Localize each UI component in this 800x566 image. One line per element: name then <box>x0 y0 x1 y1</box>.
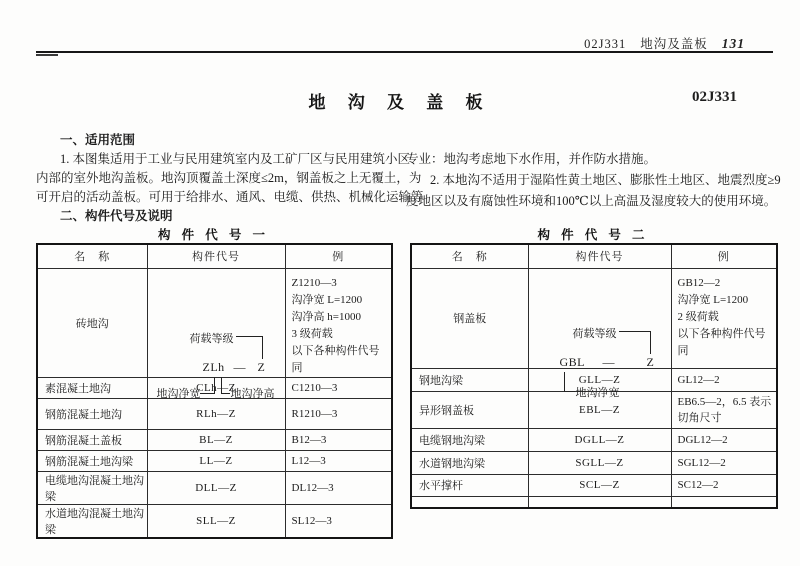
example-cell: GL12—2 <box>671 368 777 391</box>
example-line: 沟净宽 L=1200 <box>291 293 363 306</box>
connector-line <box>200 377 215 394</box>
paragraph-line: 1. 本图集适用于工业与民用建筑室内及工矿厂区与民用建筑小区 <box>60 152 411 166</box>
component-code-cell: DLL—Z <box>147 471 285 504</box>
example-line: GB12—2 <box>677 276 721 289</box>
paragraph-line: 专业：地沟考虑地下水作用，并作防水措施。 <box>406 152 657 166</box>
header-rule-artifact <box>36 54 58 56</box>
component-name-cell: 钢筋混凝土地沟梁 <box>37 450 147 471</box>
example-cell: DL12—3 <box>285 471 392 504</box>
header-cell-name: 名 称 <box>411 244 528 268</box>
section-heading-codes: 二、构件代号及说明 <box>60 209 173 223</box>
connector-line <box>236 336 263 359</box>
example-cell: SC12—2 <box>671 474 777 496</box>
header-cell-code: 构件代号 <box>147 244 285 268</box>
table-row <box>411 451 777 474</box>
paragraph-line: 度地区以及有腐蚀性环境和100℃以上高温及湿度较大的使用环境。 <box>406 194 777 208</box>
trench-width-label: 地沟净宽 <box>156 387 201 400</box>
component-code-cell: SLL—Z <box>147 504 285 538</box>
table-row <box>37 377 392 398</box>
component-name-cell: 水道钢地沟梁 <box>411 451 528 474</box>
right-text-column <box>406 149 781 212</box>
connector-line <box>564 372 575 392</box>
example-cell: SGL12—2 <box>671 451 777 474</box>
table-row-empty <box>411 496 777 508</box>
page-title-code: 02J331 <box>692 89 737 105</box>
table2-title: 构 件 代 号 二 <box>537 228 649 242</box>
table-header-row <box>411 244 777 268</box>
paragraph-line: 2. 本地沟不适用于湿陷性黄土地区、膨胀性土地区、地震烈度≥9 <box>430 173 781 187</box>
left-text-column <box>36 131 424 226</box>
trench-height-label: 地沟净高 <box>230 387 275 400</box>
component-code-cell: GLL—Z <box>528 368 671 391</box>
component-code-cell: SCL—Z <box>528 474 671 496</box>
example-line: Z1210—3 <box>291 276 337 289</box>
example-cell: B12—3 <box>285 429 392 450</box>
code-dash: — <box>602 355 615 369</box>
component-name-cell: 异形钢盖板 <box>411 391 528 428</box>
running-header-code: 02J331 <box>584 37 627 51</box>
component-code-cell <box>528 496 671 508</box>
table-row-diagram <box>37 268 392 377</box>
example-line: 以下各种构件代号同 <box>291 344 380 374</box>
code-grade: Z <box>257 359 266 374</box>
example-cell: DGL12—2 <box>671 428 777 451</box>
example-cell: SL12—3 <box>285 504 392 538</box>
page-number: 131 <box>721 36 745 51</box>
component-code-cell: SGLL—Z <box>528 451 671 474</box>
connector-line <box>619 331 651 354</box>
table-row <box>411 428 777 451</box>
table-row <box>37 471 392 504</box>
component-name-cell: 水平撑杆 <box>411 474 528 496</box>
component-code-cell: DGLL—Z <box>528 428 671 451</box>
trench-width-label: 地沟净宽 <box>575 387 620 399</box>
example-cell <box>671 496 777 508</box>
component-name-cell: 电缆地沟混凝土地沟梁 <box>37 471 147 504</box>
example-cell: R1210—3 <box>285 398 392 429</box>
example-cell: EB6.5—2，6.5 表示切角尺寸 <box>671 391 777 428</box>
header-cell-example: 例 <box>671 244 777 268</box>
component-code-cell: EBL—Z <box>528 391 671 428</box>
code-prefix: GBL <box>559 355 585 369</box>
paragraph-line: 内部的室外地沟盖板。地沟顶覆盖土深度≤2m，钢盖板之上无覆土，为 <box>36 171 422 185</box>
code-grade: Z <box>646 355 655 369</box>
example-cell: C1210—3 <box>285 377 392 398</box>
header-rule <box>36 51 773 53</box>
component-code-table-1 <box>36 243 393 539</box>
table-row <box>37 450 392 471</box>
component-name-cell: 水道地沟混凝土地沟梁 <box>37 504 147 538</box>
section-heading-scope: 一、适用范围 <box>60 133 136 147</box>
header-cell-code: 构件代号 <box>528 244 671 268</box>
table-row <box>37 504 392 538</box>
component-name-cell <box>411 496 528 508</box>
code-prefix: ZLh <box>202 359 225 374</box>
component-name-cell: 钢筋混凝土地沟 <box>37 398 147 429</box>
component-name-cell: 砖地沟 <box>37 268 147 377</box>
table-row <box>37 398 392 429</box>
running-header-title: 地沟及盖板 <box>640 37 708 51</box>
header-cell-name: 名 称 <box>37 244 147 268</box>
table-row <box>411 474 777 496</box>
example-cell <box>285 268 392 377</box>
example-line: 沟净高 h=1000 <box>291 310 361 323</box>
component-code-cell: CLh—Z <box>147 377 285 398</box>
component-name-cell: 电缆钢地沟梁 <box>411 428 528 451</box>
example-cell: L12—3 <box>285 450 392 471</box>
component-code-cell: RLh—Z <box>147 398 285 429</box>
connector-line <box>221 377 230 394</box>
example-line: 沟净宽 L=1200 <box>677 293 749 306</box>
header-cell-example: 例 <box>285 244 392 268</box>
component-name-cell: 钢地沟梁 <box>411 368 528 391</box>
running-header <box>584 34 745 52</box>
table-row <box>37 429 392 450</box>
example-line: 2 级荷载 <box>677 310 719 323</box>
component-code-cell: LL—Z <box>147 450 285 471</box>
example-line: 以下各种构件代号同 <box>677 327 766 357</box>
table1-title: 构 件 代 号 一 <box>157 228 269 242</box>
page-title: 地 沟 及 盖 板 <box>308 93 492 112</box>
table-header-row <box>37 244 392 268</box>
table-row-diagram <box>411 268 777 368</box>
component-code-cell: BL—Z <box>147 429 285 450</box>
example-line: 3 级荷载 <box>291 327 333 340</box>
code-dash: — <box>233 359 246 374</box>
example-cell <box>671 268 777 368</box>
component-name-cell: 钢筋混凝土盖板 <box>37 429 147 450</box>
component-code-table-2 <box>410 243 778 509</box>
load-grade-label: 荷载等级 <box>189 332 234 345</box>
component-name-cell: 钢盖板 <box>411 268 528 368</box>
paragraph-line: 可开启的活动盖板。可用于给排水、通风、电缆、供热、机械化运输等 <box>36 190 424 204</box>
load-grade-label: 荷载等级 <box>572 328 617 340</box>
component-name-cell: 素混凝土地沟 <box>37 377 147 398</box>
